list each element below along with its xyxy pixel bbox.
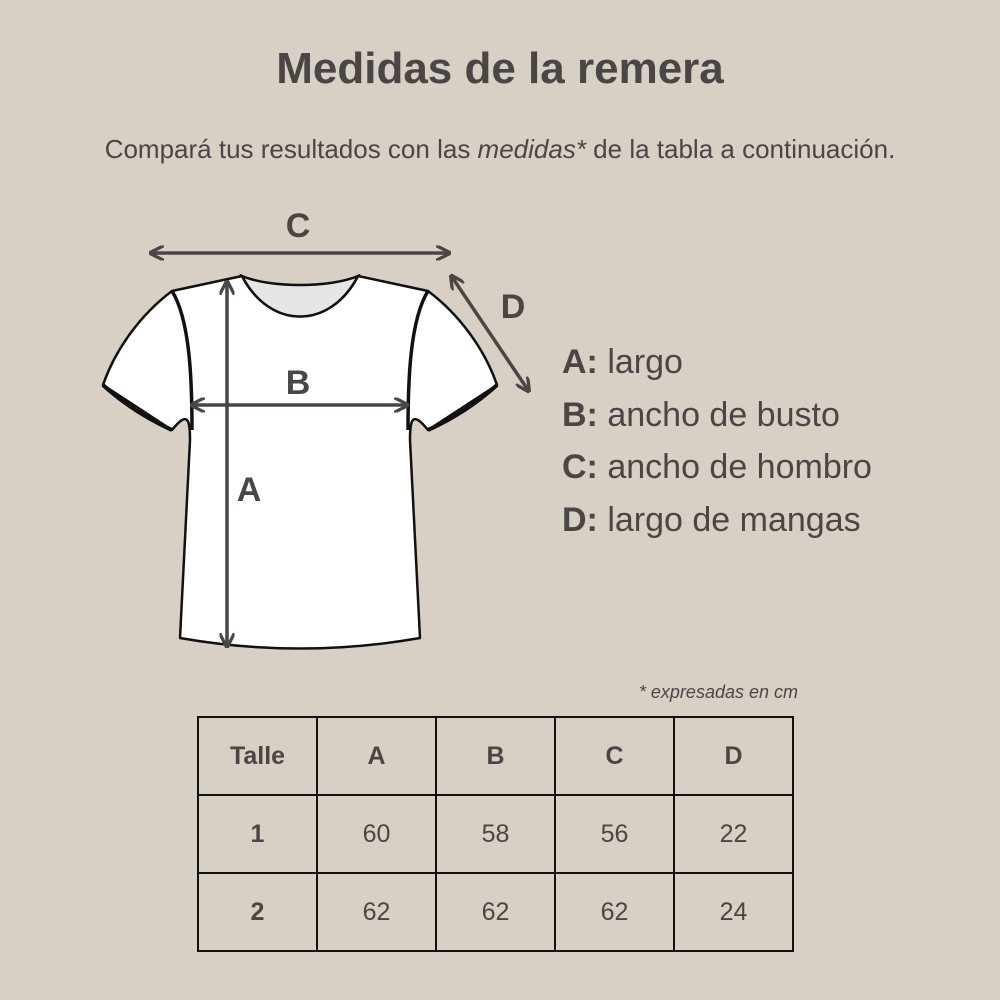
page-title: Medidas de la remera	[276, 44, 724, 93]
measure-cell: 56	[555, 795, 674, 873]
size-cell: 1	[198, 795, 317, 873]
legend-key: B:	[562, 395, 598, 434]
legend-key: C:	[562, 448, 598, 486]
legend-text: ancho de busto	[597, 395, 840, 434]
tshirt-outline	[103, 276, 497, 649]
subtitle-text-end: de la tabla a continuación.	[585, 134, 896, 164]
size-table	[197, 716, 794, 952]
measure-cell: 24	[674, 873, 793, 951]
measurement-legend	[562, 336, 872, 546]
legend-item-d	[562, 494, 872, 547]
measure-cell: 58	[436, 795, 555, 873]
legend-item-c	[562, 441, 872, 494]
size-cell: 2	[198, 873, 317, 951]
column-header: A	[317, 717, 436, 795]
column-header: D	[674, 717, 793, 795]
measure-cell: 60	[317, 795, 436, 873]
legend-text: ancho de hombro	[597, 448, 872, 486]
measure-cell: 22	[674, 795, 793, 873]
subtitle-emphasis: medidas*	[477, 134, 586, 164]
label-d: D	[500, 288, 526, 326]
table-row	[198, 795, 793, 873]
legend-key: D:	[562, 500, 598, 539]
measure-cell: 62	[317, 873, 436, 951]
label-c: C	[285, 207, 311, 245]
legend-item-b	[562, 389, 872, 442]
column-header: Talle	[198, 717, 317, 795]
column-header: C	[555, 717, 674, 795]
table-header-row	[198, 717, 793, 795]
column-header: B	[436, 717, 555, 795]
measure-cell: 62	[555, 873, 674, 951]
label-a: A	[236, 471, 262, 509]
legend-text: largo	[597, 343, 683, 381]
legend-text: largo de mangas	[597, 500, 861, 539]
legend-key: A:	[562, 343, 598, 381]
subtitle-text-start: Compará tus resultados con las	[104, 134, 478, 164]
units-note: * expresadas en cm	[638, 682, 798, 702]
legend-item-a	[562, 336, 872, 389]
table-row	[198, 873, 793, 951]
measure-cell: 62	[436, 873, 555, 951]
label-b: B	[285, 364, 311, 402]
